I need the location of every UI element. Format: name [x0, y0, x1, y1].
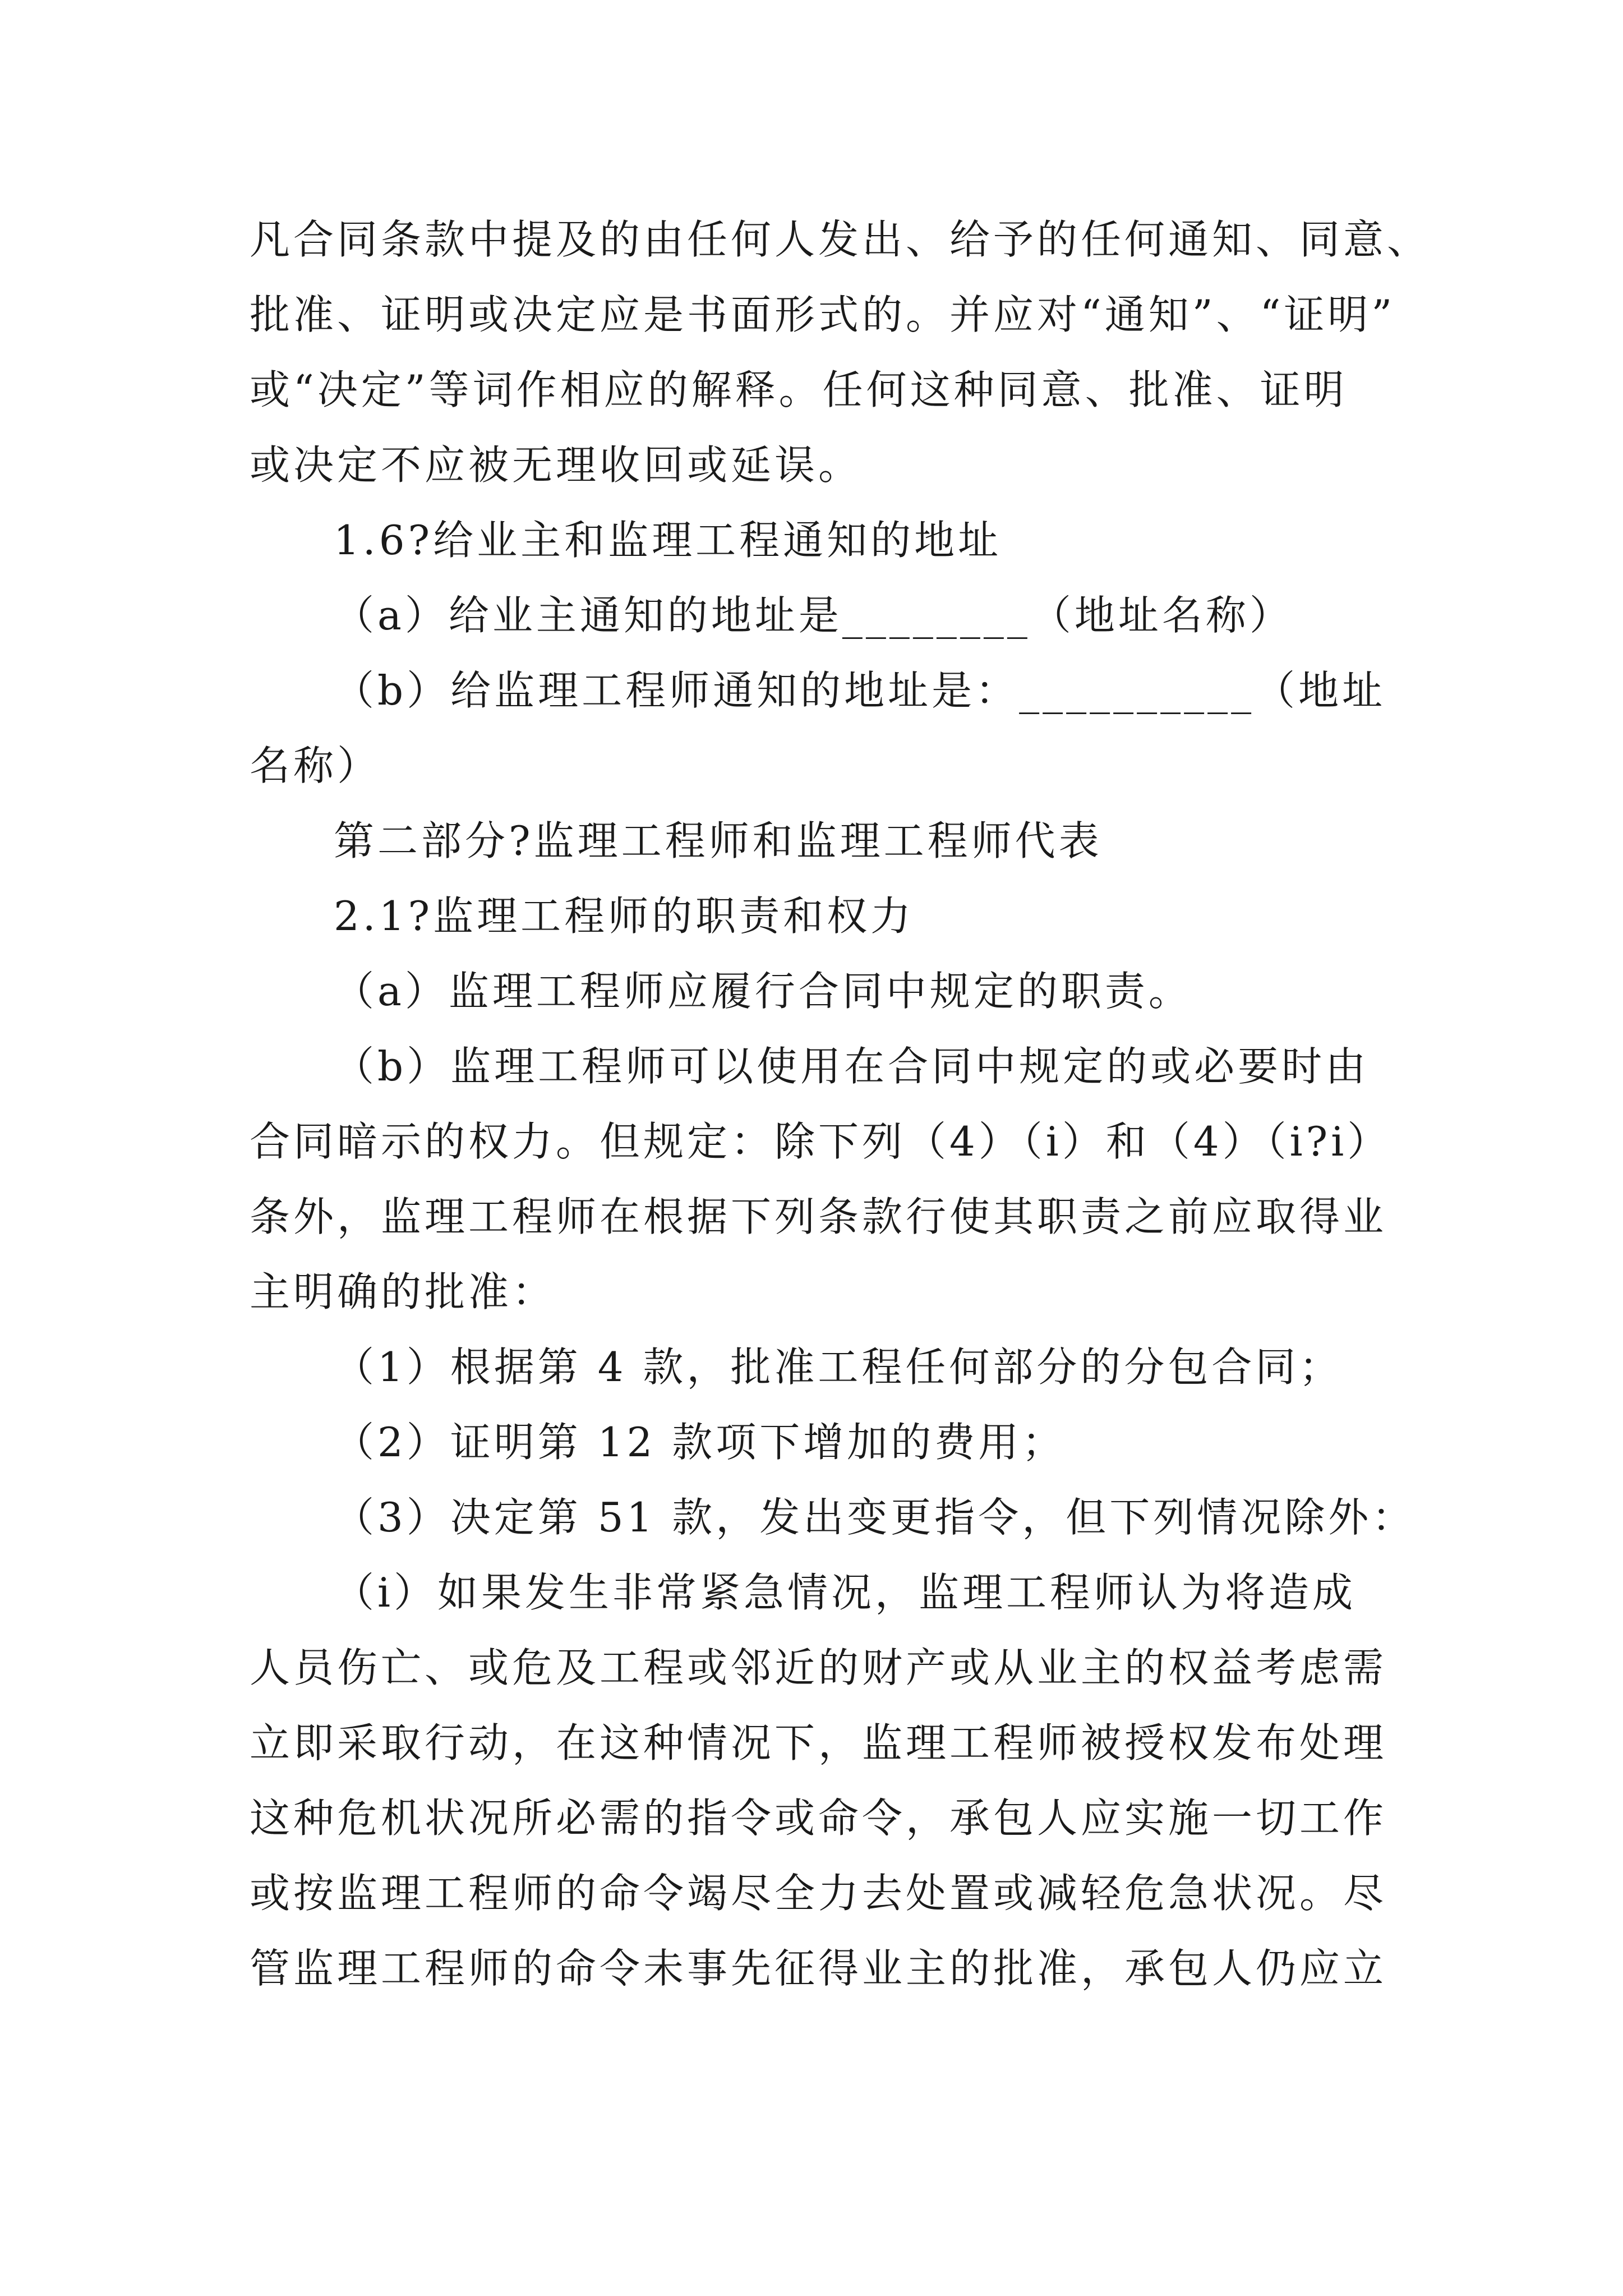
paragraph-line: （a）监理工程师应履行合同中规定的职责。	[334, 968, 1192, 1015]
paragraph-line: 人员伤亡、或危及工程或邻近的财产或从业主的权益考虑需	[250, 1644, 1387, 1691]
paragraph-line: 或“决定”等词作相应的解释。任何这种同意、批准、证明	[250, 366, 1348, 413]
paragraph-line: 管监理工程师的命令未事先征得业主的批准，承包人仍应立	[250, 1945, 1387, 1992]
paragraph-line: （b）给监理工程师通知的地址是：__________（地址	[334, 667, 1386, 714]
section-heading: 1.6?给业主和监理工程通知的地址	[334, 517, 1002, 564]
paragraph-line: 名称）	[250, 742, 381, 789]
paragraph-line: （a）给业主通知的地址是________（地址名称）	[334, 592, 1293, 639]
paragraph-line: 或按监理工程师的命令竭尽全力去处置或减轻危急状况。尽	[250, 1870, 1387, 1917]
paragraph-line: 主明确的批准：	[250, 1268, 556, 1315]
section-heading: 2.1?监理工程师的职责和权力	[334, 892, 915, 940]
list-item: （1）根据第 4 款，批准工程任何部分的分包合同；	[334, 1343, 1343, 1391]
paragraph-line: 合同暗示的权力。但规定：除下列（4）（i）和（4）（i?i）	[250, 1118, 1391, 1165]
paragraph-line: （b）监理工程师可以使用在合同中规定的或必要时由	[334, 1043, 1370, 1090]
paragraph-line: 批准、证明或决定应是书面形式的。并应对“通知”、“证明”	[250, 291, 1396, 338]
part-heading: 第二部分?监理工程师和监理工程师代表	[334, 817, 1103, 864]
paragraph-line: 或决定不应被无理收回或延误。	[250, 441, 863, 489]
paragraph-line: （i）如果发生非常紧急情况，监理工程师认为将造成	[334, 1569, 1357, 1616]
paragraph-line: 这种危机状况所必需的指令或命令，承包人应实施一切工作	[250, 1795, 1387, 1842]
list-item: （3）决定第 51 款，发出变更指令，但下列情况除外：	[334, 1494, 1416, 1541]
list-item: （2）证明第 12 款项下增加的费用；	[334, 1419, 1066, 1466]
document-body	[250, 202, 1431, 2006]
paragraph-line: 凡合同条款中提及的由任何人发出、给予的任何通知、同意、	[250, 216, 1431, 263]
paragraph-line: 立即采取行动，在这种情况下，监理工程师被授权发布处理	[250, 1719, 1387, 1766]
paragraph-line: 条外，监理工程师在根据下列条款行使其职责之前应取得业	[250, 1193, 1387, 1240]
